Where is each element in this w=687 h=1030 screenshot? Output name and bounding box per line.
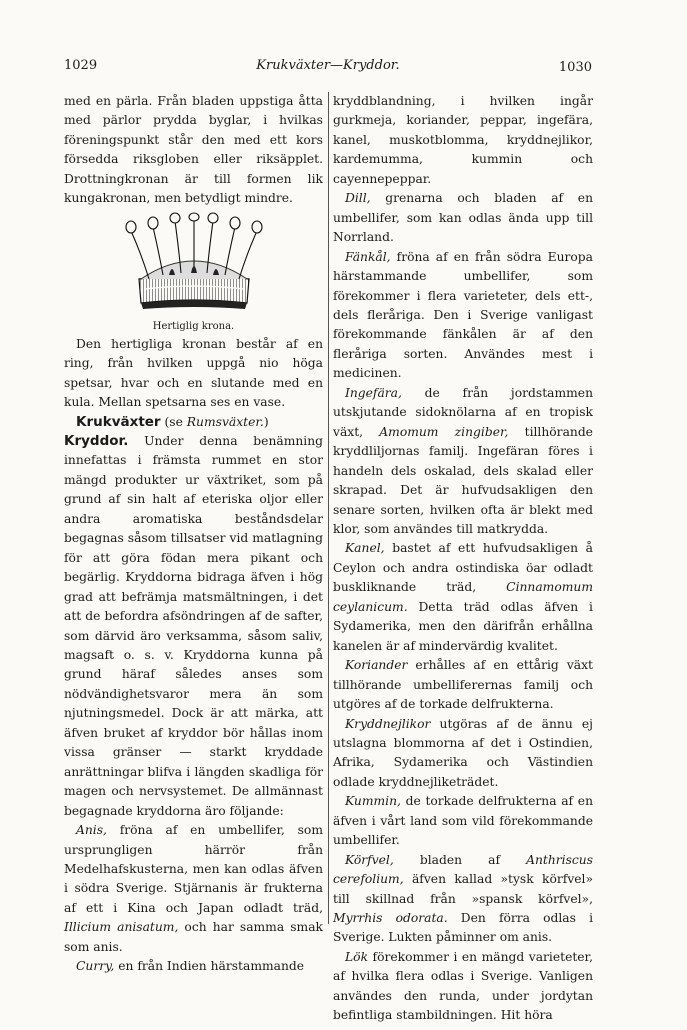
paragraph-ducal-crown: Den hertigliga kronan består af en ring, från hvilken uppgå nio höga spetsar, hvar och en slutande med en kula. Mellan spetsarna ses en vase. (64, 336, 323, 410)
column-divider (328, 92, 329, 924)
entry-anis: Anis, fröna af en umbellifer, som ursprungligen härrör från Medelhafskusterna, men kan odlas äfven i södra Sverige. Stjärnanis är frukterna af ett i Kina och Japan odladt träd, Illicium anisatum, och har samma smak som anis. (64, 823, 323, 954)
term: Koriander (345, 658, 408, 673)
term: Kryddnejlikor (345, 716, 431, 731)
page-number-left: 1029 (64, 58, 98, 73)
term: Körfvel, (345, 852, 394, 867)
entry-curry: Curry, en från Indien härstammande (76, 959, 305, 974)
latin-name: Illicium anisatum, (64, 920, 179, 935)
left-column (64, 92, 323, 974)
running-title: Krukväxter—Kryddor. (256, 58, 400, 73)
right-column (333, 92, 593, 1023)
entry-kummin: Kummin, de torkade delfrukterna af en äfven i vårt land som vild förekommande umbellifer. (333, 794, 593, 848)
term: Kanel, (345, 541, 385, 556)
entry-dill: Dill, grenarna och bladen af en umbellifer, som kan odlas ända upp till Norrland. (333, 191, 593, 245)
page-number-right: 1030 (558, 60, 592, 75)
running-header (64, 58, 592, 80)
entry-lok: Lök förekommer i en mängd varieteter, af hvilka flera odlas i Sverige. Vanligen användes den runda, under jordytan befintliga stambildningen. Hit höra (333, 949, 593, 1023)
paragraph-crown-continuation: med en pärla. Från bladen uppstiga åtta med pärlor prydda byglar, i hvilkas föreningspunkt står den med ett kors försedda riksgloben eller riksäpplet. Drottningkronan är till formen lik kungakronan, men betydligt mindre. (64, 94, 323, 206)
term: Lök (345, 949, 369, 964)
figure-ducal-crown (64, 213, 323, 335)
entry-heading: Krukväxter (76, 413, 161, 430)
entry-koriander: Koriander erhålles af en ettårig växt tillhörande umbelliferernas familj och utgöres af de torkade delfrukterna. (333, 658, 593, 712)
ducal-crown-illustration (119, 213, 269, 317)
latin-name: Amomum zingiber, (379, 424, 509, 439)
latin-name: Myrrhis odorata. (333, 911, 448, 926)
entry-heading: Kryddor. (64, 432, 129, 449)
latin-name: Anthriscus cerefolium, (333, 852, 593, 887)
entry-fankal: Fänkål, fröna af en från södra Europa härstammande umbellifer, som förekommer i flera varieteter, dels ett-, dels fleråriga. Den i Sverige vanligast förekommande fänkålen är af den fleråriga sorten. Användes mest i medicinen. (333, 249, 593, 381)
term: Curry, (76, 959, 115, 974)
term: Fänkål, (345, 249, 391, 264)
term: Anis, (76, 823, 107, 838)
cross-reference: Rumsväxter. (186, 414, 264, 429)
entry-ingefara: Ingefära, de från jordstammen utskjutande sidoknölarna af en tropisk växt, Amomum zingiber, tillhörande kryddliljornas familj. Ingefäran föres i handeln dels oskalad, dels skalad eller skrapad. Det är hufvudsakligen den senare sorten, hvilken ofta är blekt med klor, som användes till matkrydda. (333, 385, 593, 536)
term: Ingefära, (345, 385, 402, 400)
entry-kryddor: Kryddor. Under denna benämning innefattas i främsta rummet en stor mängd produkter ur växtriket, som på grund af sin halt af eteriska oljor eller andra aromatiska beståndsdelar begagnas såsom tillsatser vid matlagning för att göra födan mera pikant och begärlig. Kryddorna bidraga äfven i hög grad att befrämja matsmältningen, i det att de befordra afsöndringen af de safter, som därvid äro verksamma, såsom saliv, magsaft o. s. v. Kryddorna kunna på grund häraf således anses som nödvändighetsvaror mera än som njutningsmedel. Dock är att märka, att äfven bruket af kryddor bör hållas inom vissa gränser — starkt kryddade anrättningar blifva i längden skadliga för magen och nervsystemet. De allmännast begagnade kryddorna äro följande: (64, 432, 323, 818)
entry-kryddnejlikor: Kryddnejlikor utgöras af de ännu ej utslagna blommorna af det i Ostindien, Afrika, Sydamerika och Västindien odlade kryddnejliketrädet. (333, 716, 593, 789)
term: Kummin, (345, 794, 401, 809)
entry-korvel: Körfvel, bladen af Anthriscus cerefolium, äfven kallad »tysk körfvel» till skillnad från »spansk körfvel», Myrrhis odorata. Den förra odlas i Sverige. Lukten påminner om anis. (333, 852, 593, 945)
entry-kanel: Kanel, bastet af ett hufvudsakligen å Ceylon och andra ostindiska öar odladt buskliknande träd, Cinnamomum ceylanicum. Detta träd odlas äfven i Sydamerika, men den därifrån erhållna kanelen är af mindervärdig kvalitet. (333, 541, 593, 653)
latin-name: Cinnamomum ceylanicum. (333, 580, 593, 614)
figure-caption: Hertiglig krona. (152, 320, 235, 332)
term: Dill, (345, 191, 371, 206)
entry-curry-continuation: kryddblandning, i hvilken ingår gurkmeja, koriander, peppar, ingefära, kanel, muskotblomma, kryddnejlikor, kardemumma, kummin och cayennepeppar. (333, 94, 593, 186)
entry-krukvaxter: Krukväxter (se Rumsväxter.) (76, 413, 269, 430)
